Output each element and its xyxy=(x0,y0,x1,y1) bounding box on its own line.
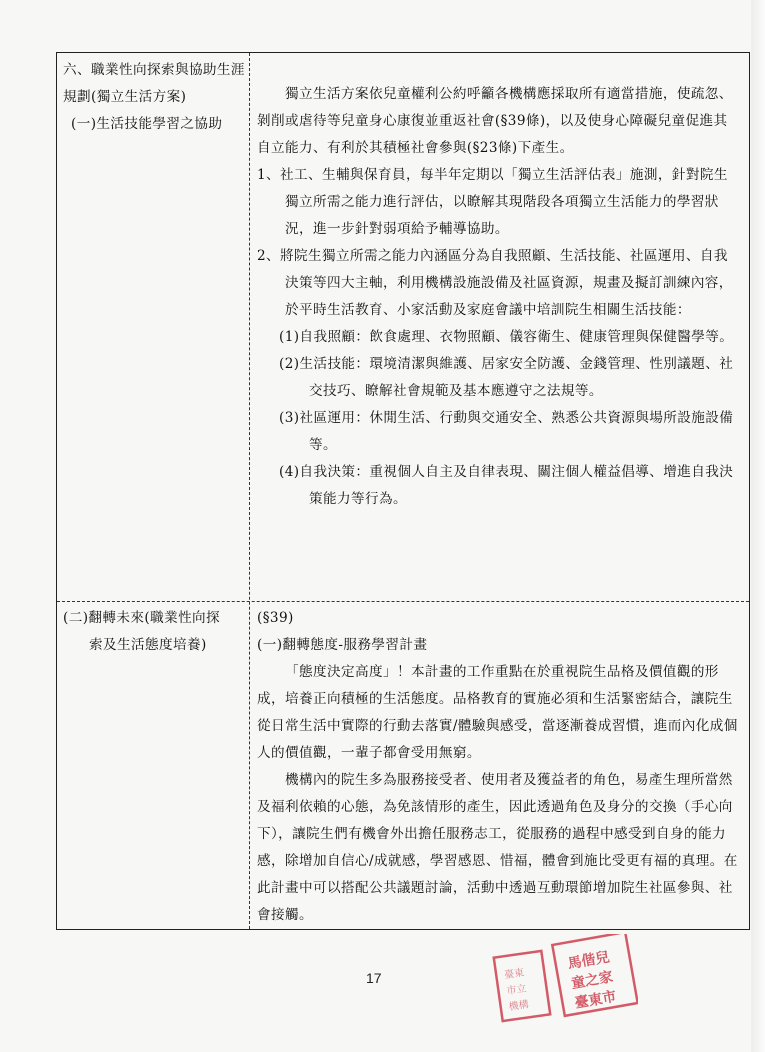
section-heading-line2: 規劃(獨立生活方案) xyxy=(63,89,187,105)
block2-para2: 機構內的院生多為服務接受者、使用者及獲益者的角色，易產生理所當然及福利依賴的心態，為免該情形的產生，因此透過角色及身分的交換（手心向下），讓院生們有機會外出擔任服務志工，從服務的過程中感受到自身的能力感，除增加自信心/成就感，學習感恩、惜福，體會到施比受更有福的真理。在此計畫中可以搭配公共議題討論，活動中透過互動環節增加院生社區參與、社會接觸。 xyxy=(257,772,738,923)
row-divider xyxy=(57,601,749,602)
section2-heading-line2: 索及生活態度培養) xyxy=(89,637,207,653)
block1-content xyxy=(257,81,739,513)
official-seal-stamp xyxy=(488,934,638,1024)
block1-sub4: (4)自我決策：重視個人自主及自律表現、關注個人權益倡導、增進自我決策能力等行為。 xyxy=(279,464,734,507)
section-subheading: (一)生活技能學習之協助 xyxy=(71,116,223,132)
block2-para1: 「態度決定高度」！本計畫的工作重點在於重視院生品格及價值觀的形成，培養正向積極的生活態度。品格教育的實施必須和生活緊密結合，讓院生從日常生活中實際的行動去落實/體驗與感受，當逐漸養成習慣，進而內化成個人的價值觀，一輩子都會受用無窮。 xyxy=(257,664,738,761)
block1-sub3: (3)社區運用：休閒生活、行動與交通安全、熟悉公共資源與場所設施設備等。 xyxy=(279,410,734,453)
svg-text:馬偕兒: 馬偕兒 xyxy=(566,949,611,973)
svg-text:機構: 機構 xyxy=(508,999,530,1013)
block1-item1: 1、社工、生輔與保育員，每半年定期以「獨立生活評估表」施測，針對院生獨立所需之能力進行評估，以瞭解其現階段各項獨立生活能力的學習狀況，進一步針對弱項給予輔導協助。 xyxy=(257,167,728,237)
block2-content xyxy=(257,605,739,929)
svg-text:臺東市: 臺東市 xyxy=(573,988,618,1012)
svg-text:童之家: 童之家 xyxy=(570,969,615,993)
block2-subtitle: (一)翻轉態度-服務學習計畫 xyxy=(257,637,428,653)
section2-heading-cell xyxy=(63,605,245,659)
section2-heading-line1: (二)翻轉未來(職業性向探 xyxy=(63,610,221,626)
section-heading-cell xyxy=(63,57,245,138)
section-heading-line1: 六、職業性向探索與協助生涯 xyxy=(63,62,245,78)
svg-text:市立: 市立 xyxy=(505,983,528,998)
block1-sub1: (1)自我照顧：飲食處理、衣物照顧、儀容衛生、健康管理與保健醫學等。 xyxy=(279,329,734,345)
scan-edge xyxy=(751,0,765,1052)
column-divider xyxy=(249,53,250,929)
block1-sub2: (2)生活技能：環境清潔與維護、居家安全防護、金錢管理、性別議題、社交技巧、瞭解社會規範及基本應遵守之法規等。 xyxy=(279,356,734,399)
page-number: 17 xyxy=(366,970,382,986)
svg-text:臺東: 臺東 xyxy=(503,967,525,982)
block2-ref: (§39) xyxy=(257,610,294,626)
document-table xyxy=(56,52,750,930)
block1-item2: 2、將院生獨立所需之能力內涵區分為自我照顧、生活技能、社區運用、自我決策等四大主軸，利用機構設施設備及社區資源，規畫及擬訂訓練內容，於平時生活教育、小家活動及家庭會議中培訓院生相關生活技能： xyxy=(257,248,733,318)
block1-intro: 獨立生活方案依兒童權利公約呼籲各機構應採取所有適當措施，使疏忽、剝削或虐待等兒童身心康復並重返社會(§39條)，以及使身心障礙兒童促進其自立能力、有利於其積極社會參與(§23條)下產生。 xyxy=(257,86,733,156)
